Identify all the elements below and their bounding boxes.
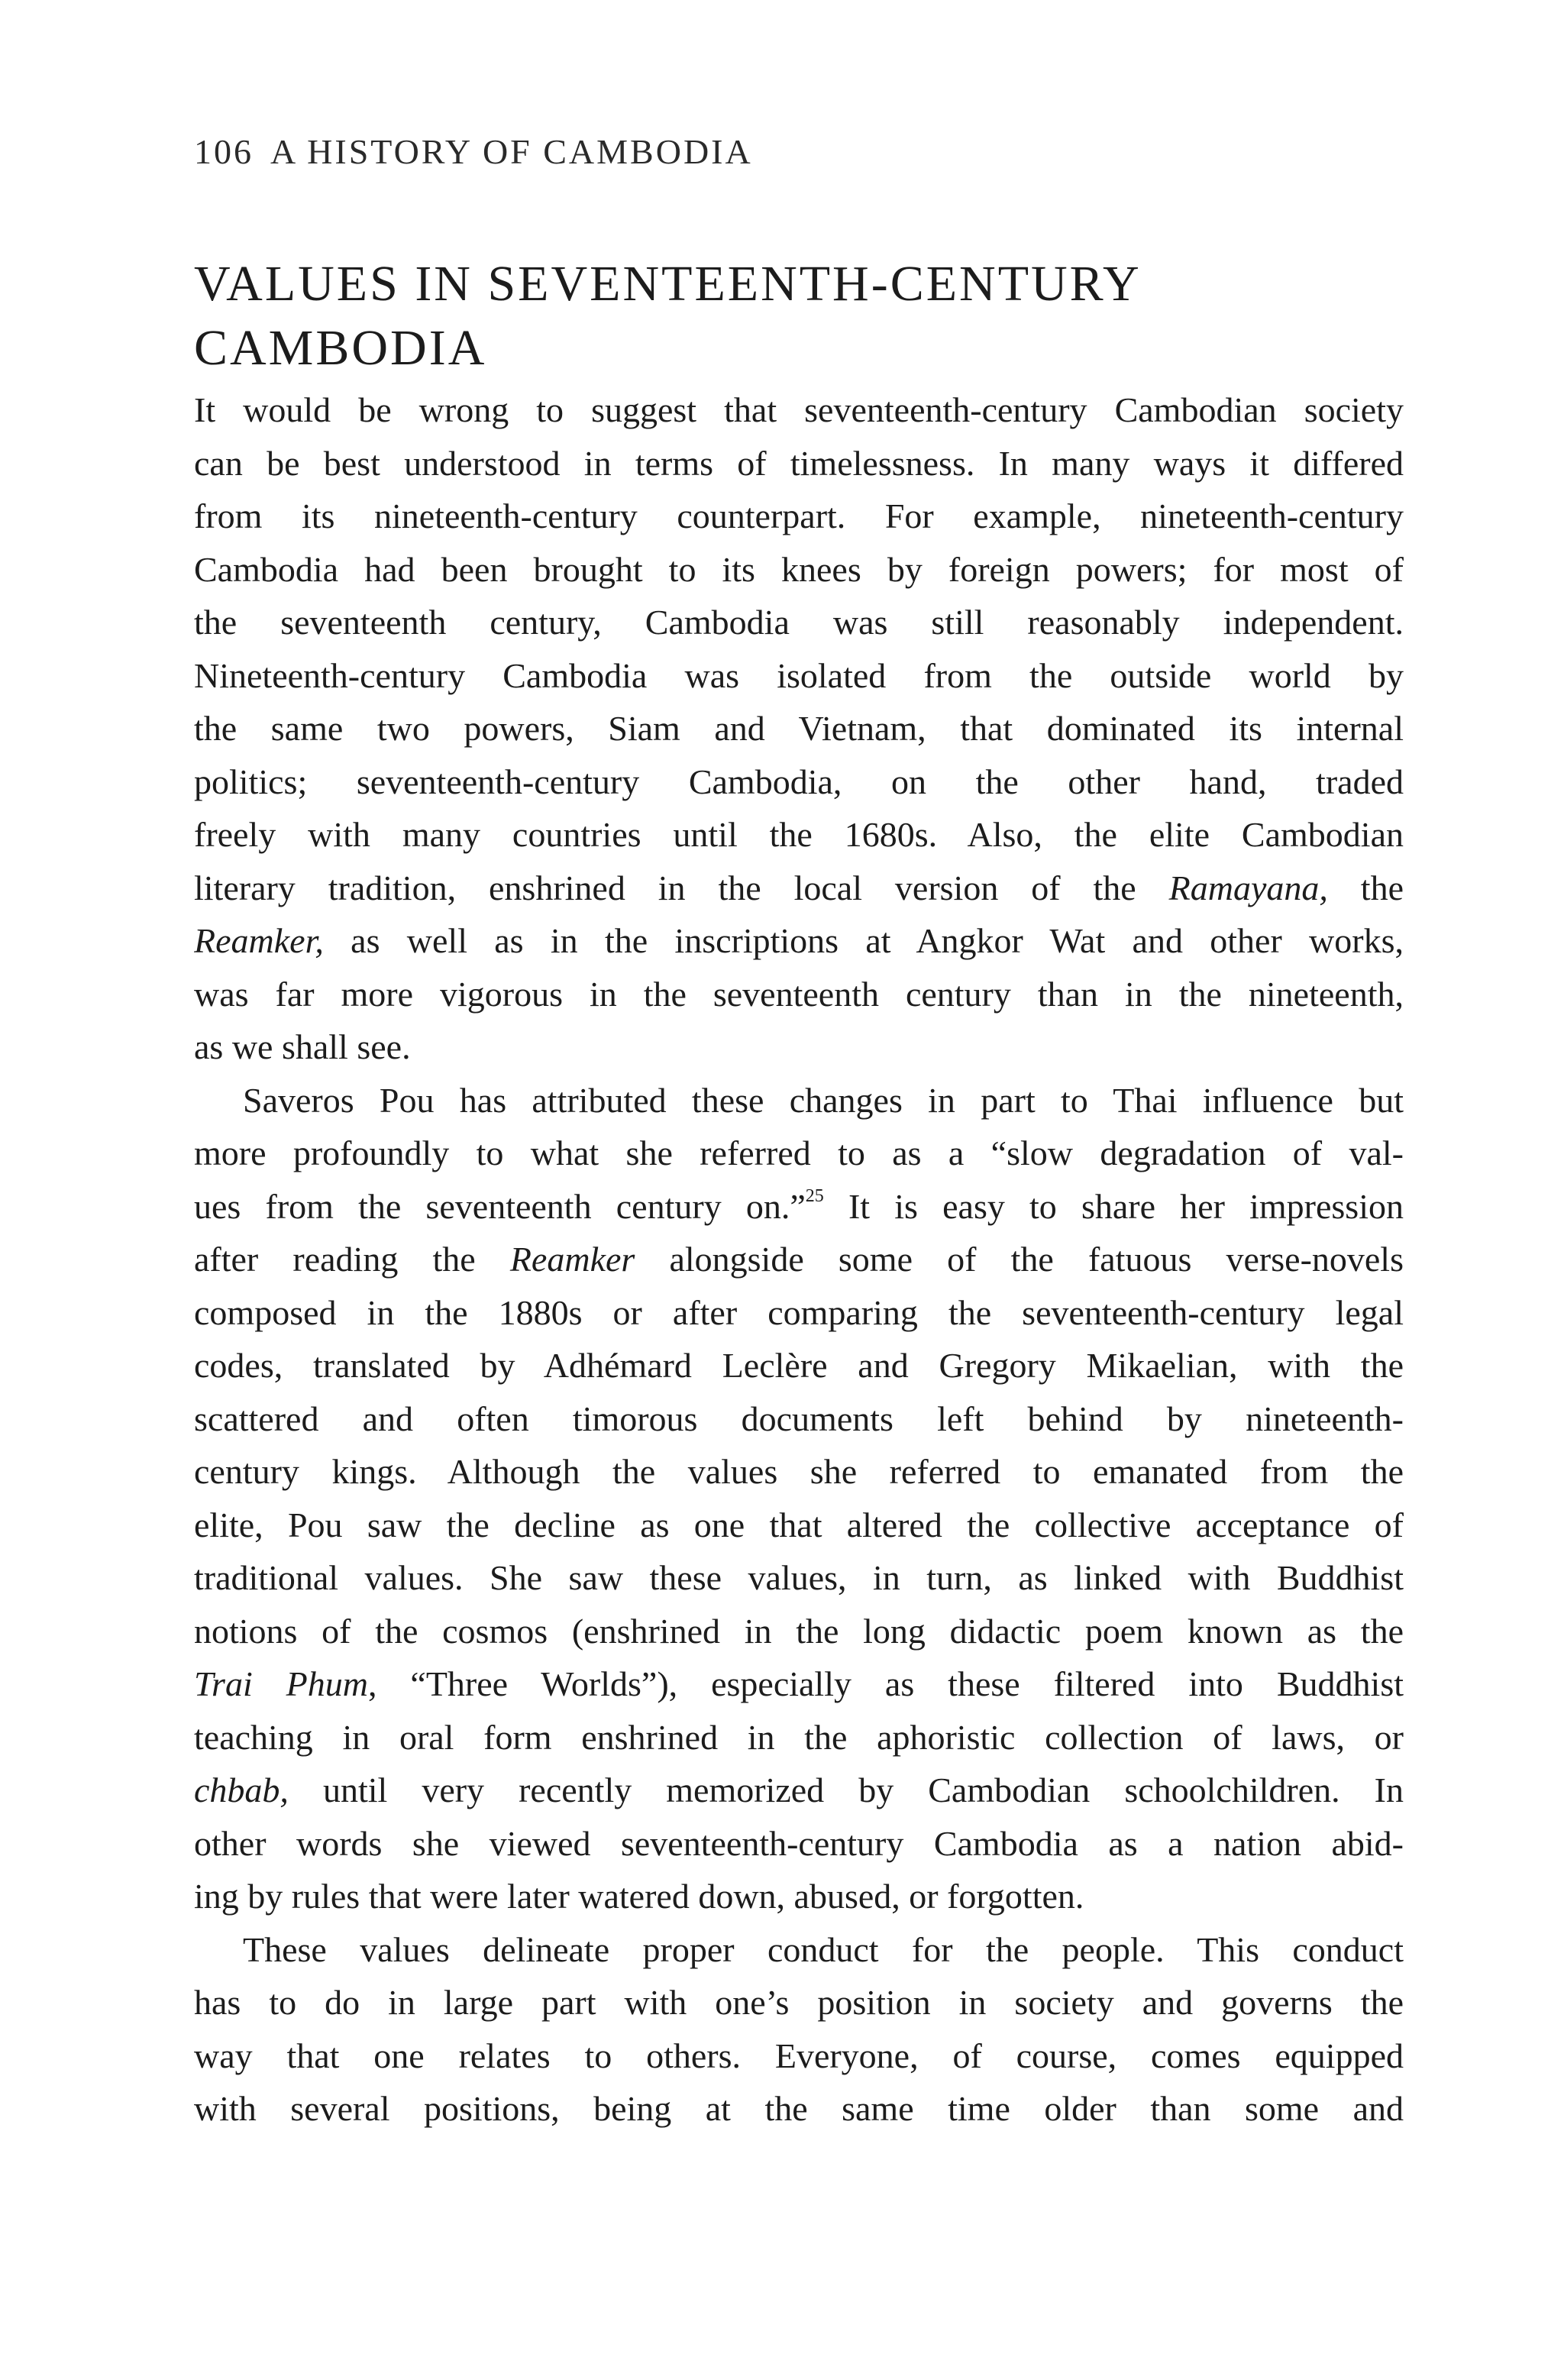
text-line: ing by rules that were later watered down, abused, or forgotten. <box>194 1877 1084 1916</box>
running-head <box>194 131 753 172</box>
text-line: scattered and often timorous documents left behind by nineteenth- <box>194 1399 1404 1438</box>
text-line: with several positions, being at the same time older than some and <box>194 2089 1404 2128</box>
italic-text: Reamker, <box>194 921 324 960</box>
text-line: notions of the cosmos (enshrined in the long didactic poem known as the <box>194 1611 1404 1651</box>
text-line: elite, Pou saw the decline as one that altered the collective acceptance of <box>194 1505 1404 1544</box>
italic-text: chbab, <box>194 1770 289 1809</box>
text-line <box>194 914 1404 968</box>
text-line: freely with many countries until the 1680s. Also, the elite Cambodian <box>194 815 1404 854</box>
text-line: can be best understood in terms of timelessness. In many ways it differed <box>194 443 1404 483</box>
text-line: other words she viewed seventeenth-century Cambodia as a nation abid- <box>194 1823 1404 1863</box>
text-run: the <box>1327 868 1404 907</box>
text-line: was far more vigorous in the seventeenth century than in the nineteenth, <box>194 974 1404 1014</box>
text-line <box>194 1233 1404 1286</box>
text-line: politics; seventeenth-century Cambodia, on the other hand, traded <box>194 762 1404 801</box>
page-number: 106 <box>194 132 254 171</box>
text-run: It is easy to share her impression <box>823 1186 1404 1226</box>
paragraph <box>194 1074 1404 1923</box>
section-heading-line-1: VALUES IN SEVENTEENTH-CENTURY <box>194 256 1142 312</box>
text-line: as we shall see. <box>194 1027 411 1066</box>
text-line: has to do in large part with one’s position in society and governs the <box>194 1983 1404 2022</box>
text-line: century kings. Although the values she referred to emanated from the <box>194 1452 1404 1491</box>
text-run: as well as in the inscriptions at Angkor Wat and other works, <box>323 921 1404 960</box>
text-line: Saveros Pou has attributed these changes in part to Thai influence but <box>243 1080 1404 1120</box>
text-line: the same two powers, Siam and Vietnam, that dominated its internal <box>194 709 1404 748</box>
text-line: more profoundly to what she referred to as a “slow degradation of val- <box>194 1133 1404 1172</box>
text-line <box>194 1180 1404 1234</box>
book-page <box>194 0 1404 2380</box>
paragraph <box>194 1923 1404 2136</box>
text-line: It would be wrong to suggest that seventeenth-century Cambodian society <box>194 390 1404 429</box>
text-run: , “Three Worlds”), especially as these filtered into Buddhist <box>367 1664 1404 1703</box>
text-line <box>194 862 1404 915</box>
text-run: alongside some of the fatuous verse-novels <box>635 1240 1404 1279</box>
text-line: Cambodia had been brought to its knees by foreign powers; for most of <box>194 549 1404 589</box>
text-line <box>194 1764 1404 1817</box>
text-run: literary tradition, enshrined in the local version of the <box>194 868 1169 907</box>
text-line: These values delineate proper conduct for the people. This conduct <box>243 1929 1404 1969</box>
text-line: traditional values. She saw these values, in turn, as linked with Buddhist <box>194 1558 1404 1597</box>
italic-text: Reamker <box>509 1240 635 1279</box>
text-line: composed in the 1880s or after comparing the seventeenth-century legal <box>194 1292 1404 1332</box>
text-line: teaching in oral form enshrined in the aphoristic collection of laws, or <box>194 1717 1404 1757</box>
footnote-marker: 25 <box>805 1185 824 1206</box>
text-line: way that one relates to others. Everyone, of course, comes equipped <box>194 2036 1404 2075</box>
text-run: ues from the seventeenth century on.” <box>194 1186 806 1226</box>
text-line <box>194 1657 1404 1711</box>
book-title: A HISTORY OF CAMBODIA <box>270 132 753 171</box>
text-line: codes, translated by Adhémard Leclère and Gregory Mikaelian, with the <box>194 1346 1404 1385</box>
body-text <box>194 383 1404 2136</box>
text-line: from its nineteenth-century counterpart. For example, nineteenth-century <box>194 496 1404 535</box>
text-run: after reading the <box>194 1240 510 1279</box>
section-heading-line-2: CAMBODIA <box>194 320 487 376</box>
paragraph <box>194 383 1404 1074</box>
text-line: Nineteenth-century Cambodia was isolated from the outside world by <box>194 655 1404 695</box>
italic-text: Trai Phum <box>194 1664 368 1703</box>
text-run: until very recently memorized by Cambodian schoolchildren. In <box>288 1770 1404 1809</box>
section-heading <box>194 252 1404 380</box>
italic-text: Ramayana, <box>1168 868 1328 907</box>
text-line: the seventeenth century, Cambodia was still reasonably independent. <box>194 603 1404 642</box>
